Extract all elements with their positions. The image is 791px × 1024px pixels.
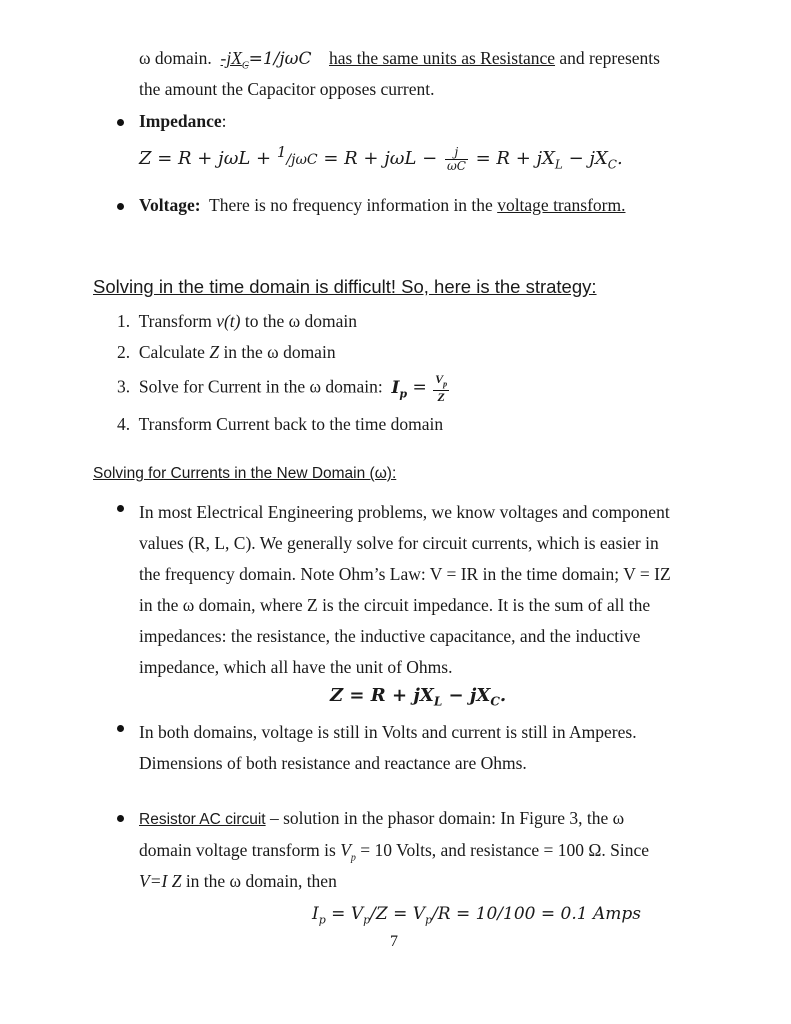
intro-line-2: the amount the Capacitor opposes current. [139, 79, 435, 99]
bullet-icon [117, 505, 124, 512]
strategy-heading: Solving in the time domain is difficult! So, here is the strategy: [93, 276, 597, 297]
neg-jxc: $-jX_C$ [220, 48, 249, 72]
bullet-icon [117, 203, 124, 210]
bullet-icon [117, 725, 124, 732]
strategy-step-1: 1. Transform v(t) to the ω domain [117, 311, 357, 331]
impedance-label: Impedance [139, 111, 222, 131]
voltage-label: Voltage: [139, 195, 201, 215]
resistor-line-2: domain voltage transform is $V_p = 10$ Volts, and resistance = 100 Ω. Since [139, 840, 650, 864]
intro-line-1 [139, 48, 660, 72]
voltage-line: Voltage: There is no frequency information in the voltage transform. [139, 195, 626, 215]
impedance-equation: Z = R + jωL + $^1$/jωC = R + jωL − $\frac{j}{\omega C}$ = $R + jX_L - jX_C$. [139, 143, 623, 173]
intro-text-rest: and represents [559, 48, 660, 68]
strategy-step-3: 3. Solve for Current in the ω domain: $I_p$ = $\frac{V_p}{Z}$ [117, 372, 448, 405]
currents-paragraph-2: In both domains, voltage is still in Volts and current is still in Amperes. Dimensions of both resistance and reactance are Ohms. [139, 722, 637, 773]
resistor-line-1: Resistor AC circuit – solution in the phasor domain: In Figure 3, the ω [139, 808, 625, 828]
jxc-equation: =1/jωC [248, 49, 312, 69]
impedance-sum-equation: $Z = R + jX_L - jX_C$. [330, 685, 507, 709]
resistor-line-3: V=I Z in the ω domain, then [139, 871, 337, 891]
strategy-step-2: 2. Calculate Z in the ω domain [117, 342, 336, 362]
currents-paragraph-1: In most Electrical Engineering problems, we know voltages and component values (R, L, C). We generally solve for circuit currents, which is easier in the frequency domain. Note Ohm’s Law: V = IR in the time domain; V = IZ in the ω domain, where Z is the circuit impedance. It is the sum of all the impedances: the resistance, the inductive capacitance, and the inductive impedance, which all have the unit of Ohms. [139, 502, 671, 677]
impedance-label-line: Impedance: [139, 111, 227, 131]
resistor-ac-circuit-link-text: Resistor AC circuit [139, 811, 266, 828]
currents-heading: Solving for Currents in the New Domain (ω): [93, 465, 397, 482]
units-link-text: has the same units as Resistance [329, 48, 556, 68]
bullet-icon [117, 815, 124, 822]
intro-text: ω domain. [139, 48, 212, 68]
current-fraction: $\frac{V_p}{Z}$ [435, 372, 448, 405]
voltage-transform-link-text: voltage transform. [497, 195, 626, 215]
strategy-step-4: 4. Transform Current back to the time domain [117, 414, 444, 434]
bullet-icon [117, 119, 124, 126]
resistor-current-equation: $I_p = V_p/Z = V_p/R = 10/100 = 0.1$ Amps [312, 904, 641, 927]
page-number: 7 [390, 933, 398, 950]
